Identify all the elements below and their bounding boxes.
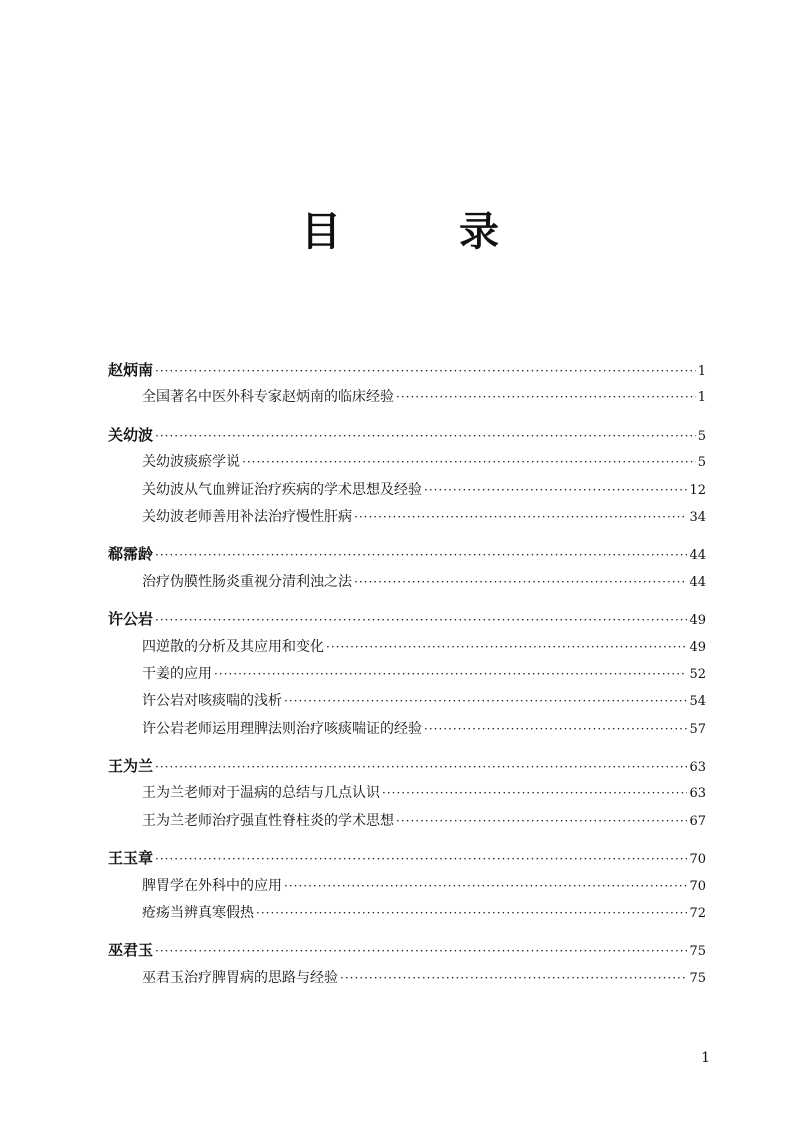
toc-article-title: 王为兰老师对于温病的总结与几点认识 — [142, 785, 380, 802]
toc-article-entry[interactable] — [108, 449, 706, 476]
toc-article-entry[interactable] — [108, 716, 706, 743]
toc-page-number: 44 — [689, 574, 706, 590]
toc-author-entry[interactable] — [108, 937, 706, 964]
toc-page-number: 5 — [697, 428, 706, 444]
toc-section — [108, 357, 706, 412]
toc-page-number: 54 — [689, 694, 706, 710]
toc-page-number: 34 — [689, 509, 706, 525]
dot-leader — [396, 384, 696, 411]
dot-leader — [155, 607, 687, 633]
toc-article-title: 治疗伪膜性肠炎重视分清利浊之法 — [142, 573, 352, 590]
toc-article-entry[interactable] — [108, 688, 706, 715]
dot-leader — [382, 780, 687, 807]
dot-leader — [354, 569, 687, 596]
toc-author-name: 巫君玉 — [108, 941, 154, 960]
toc-author-name: 郗霈龄 — [108, 545, 154, 564]
toc-article-entry[interactable] — [108, 780, 706, 807]
dot-leader — [155, 358, 696, 384]
toc-author-name: 许公岩 — [108, 610, 154, 629]
toc-article-title: 许公岩对咳痰喘的浅析 — [142, 693, 282, 710]
toc-article-entry[interactable] — [108, 661, 706, 688]
dot-leader — [284, 873, 687, 900]
dot-leader — [326, 634, 687, 661]
dot-leader — [340, 965, 687, 992]
toc-page-number: 67 — [689, 813, 706, 829]
toc-article-title: 巫君玉治疗脾胃病的思路与经验 — [142, 969, 338, 986]
toc-author-name: 赵炳南 — [108, 361, 154, 379]
page-number: 1 — [701, 1050, 710, 1066]
toc-article-title: 四逆散的分析及其应用和变化 — [142, 638, 324, 655]
toc-article-title: 干姜的应用 — [142, 665, 212, 682]
toc-author-name: 王为兰 — [108, 757, 154, 776]
toc-article-title: 关幼波痰瘀学说 — [142, 454, 240, 471]
toc-article-entry[interactable] — [108, 384, 706, 411]
toc-article-title: 脾胃学在外科中的应用 — [142, 877, 282, 894]
toc-author-entry[interactable] — [108, 422, 706, 449]
toc-page-number: 1 — [697, 364, 706, 379]
toc-article-entry[interactable] — [108, 965, 706, 992]
dot-leader — [155, 846, 687, 872]
page-title: 目 录 — [301, 209, 551, 255]
toc-author-entry[interactable] — [108, 753, 706, 780]
toc-section — [108, 541, 706, 596]
toc-author-entry[interactable] — [108, 357, 706, 384]
toc-section — [108, 753, 706, 835]
dot-leader — [155, 423, 696, 449]
dot-leader — [155, 938, 687, 964]
dot-leader — [214, 661, 687, 688]
toc-article-entry[interactable] — [108, 634, 706, 661]
toc-page-number: 44 — [689, 548, 706, 564]
toc-article-title: 王为兰老师治疗强直性脊柱炎的学术思想 — [142, 812, 394, 829]
toc-article-entry[interactable] — [108, 477, 706, 504]
toc-page-number: 1 — [697, 390, 706, 406]
toc-page-number: 49 — [689, 639, 706, 655]
toc-page-number: 70 — [689, 878, 706, 894]
dot-leader — [155, 754, 687, 780]
toc-page-number: 57 — [689, 721, 706, 737]
toc-section — [108, 606, 706, 743]
dot-leader — [396, 808, 687, 835]
toc-page-number: 52 — [689, 666, 706, 682]
dot-leader — [242, 449, 696, 476]
dot-leader — [155, 542, 687, 568]
toc-page-number: 75 — [689, 970, 706, 986]
toc-author-entry[interactable] — [108, 541, 706, 568]
toc-page-number: 63 — [689, 786, 706, 802]
toc-page-number: 12 — [689, 482, 706, 498]
toc-page-number: 49 — [689, 613, 706, 629]
dot-leader — [284, 688, 687, 715]
toc-author-name: 王玉章 — [108, 849, 154, 868]
dot-leader — [424, 477, 687, 504]
toc-section — [108, 422, 706, 532]
toc-article-title: 关幼波从气血辨证治疗疾病的学术思想及经验 — [142, 481, 422, 498]
toc-article-title: 关幼波老师善用补法治疗慢性肝病 — [142, 508, 352, 525]
toc-section — [108, 845, 706, 927]
toc-page-number: 63 — [689, 760, 706, 776]
toc-page-number: 72 — [689, 906, 706, 922]
toc-author-entry[interactable] — [108, 606, 706, 633]
dot-leader — [354, 504, 687, 531]
toc-article-entry[interactable] — [108, 873, 706, 900]
toc-section — [108, 937, 706, 992]
toc-article-entry[interactable] — [108, 900, 706, 927]
toc-author-name: 关幼波 — [108, 425, 154, 444]
toc-page-number: 75 — [689, 944, 706, 960]
toc-article-entry[interactable] — [108, 808, 706, 835]
table-of-contents — [108, 357, 706, 1002]
dot-leader — [424, 716, 687, 743]
toc-page-number: 70 — [689, 852, 706, 868]
toc-article-title: 许公岩老师运用理脾法则治疗咳痰喘证的经验 — [142, 720, 422, 737]
toc-article-title: 全国著名中医外科专家赵炳南的临床经验 — [142, 389, 394, 406]
toc-article-entry[interactable] — [108, 504, 706, 531]
toc-article-entry[interactable] — [108, 569, 706, 596]
toc-article-title: 疮疡当辨真寒假热 — [142, 905, 254, 922]
toc-author-entry[interactable] — [108, 845, 706, 872]
toc-page-number: 5 — [697, 455, 706, 471]
dot-leader — [256, 900, 687, 927]
